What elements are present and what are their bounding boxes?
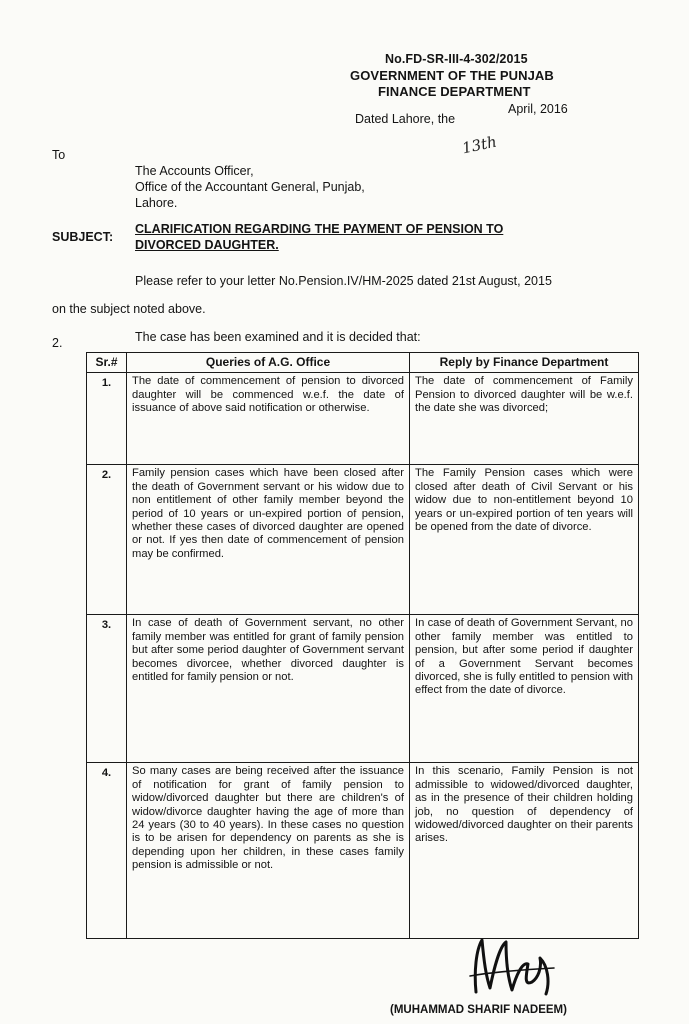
queries-table [86, 352, 639, 939]
handwritten-day: 13th [460, 132, 499, 158]
row-reply: The date of commencement of Family Pension to divorced daughter will be w.e.f. the date she was divorced; [410, 373, 639, 465]
paragraph-2-text: The case has been examined and it is decided that: [135, 330, 421, 344]
table-row [87, 615, 639, 763]
signatory-name: (MUHAMMAD SHARIF NADEEM) [390, 1004, 567, 1016]
row-query: The date of commencement of pension to divorced daughter will be commenced w.e.f. the date of issuance of above said notification or otherwise. [127, 373, 410, 465]
subject-label: SUBJECT: [52, 230, 114, 244]
recipient-line-1: The Accounts Officer, [135, 164, 254, 178]
recipient-line-3: Lahore. [135, 196, 178, 210]
row-reply: The Family Pension cases which were closed after death of Civil Servant or his widow due to non-entitlement beyond 10 years or un-expired portion of ten years will be opened from the date of divorce. [410, 465, 639, 615]
subject-line-2: DIVORCED DAUGHTER. [135, 238, 279, 252]
row-reply: In this scenario, Family Pension is not admissible to widowed/divorced daughter, as in the presence of their children holding job, no question of dependency of widowed/divorced daughter on their parents arises. [410, 763, 639, 939]
government-heading: GOVERNMENT OF THE PUNJAB [350, 68, 554, 83]
department-heading: FINANCE DEPARTMENT [378, 84, 531, 99]
table-row [87, 373, 639, 465]
paragraph-2-number: 2. [52, 336, 63, 350]
table-header-row [87, 353, 639, 373]
row-sr: 4. [87, 763, 127, 939]
paragraph-1-line-2: on the subject noted above. [52, 302, 206, 316]
row-sr: 1. [87, 373, 127, 465]
signature-scrawl [462, 932, 562, 1000]
row-sr: 2. [87, 465, 127, 615]
to-label: To [52, 148, 66, 162]
row-reply: In case of death of Government Servant, no other family member was entitled to pension, but after some period if daughter of a Government Servant becomes divorced, she is fully entitled to pension with effect from the date of divorce. [410, 615, 639, 763]
row-sr: 3. [87, 615, 127, 763]
recipient-line-2: Office of the Accountant General, Punjab, [135, 180, 365, 194]
dated-date: April, 2016 [508, 102, 568, 116]
dated-label: Dated Lahore, the [355, 112, 456, 126]
queries-header: Queries of A.G. Office [127, 353, 410, 373]
sr-header: Sr.# [87, 353, 127, 373]
paragraph-1-line-1: Please refer to your letter No.Pension.IV/HM-2025 dated 21st August, 2015 [135, 274, 552, 288]
reply-header: Reply by Finance Department [410, 353, 639, 373]
row-query: Family pension cases which have been closed after the death of Government servant or his widow due to non entitlement of other family member beyond the period of 10 years or un-expired portion of pension, whether these cases of divorced daughter are opened or not. If yes then date of commencement of pension may be confirmed. [127, 465, 410, 615]
subject-line-1: CLARIFICATION REGARDING THE PAYMENT OF PENSION TO [135, 222, 504, 236]
row-query: In case of death of Government servant, no other family member was entitled for grant of family pension but after some period daughter of Government servant becomes divorcee, whether divorced daughter is entitled for family pension or not. [127, 615, 410, 763]
row-query: So many cases are being received after the issuance of notification for grant of family pension to widow/divorced daughter but there are children's of widow/divorce daughter having the age of more than 24 years (30 to 40 years). In these cases no question is to be arisen for dependency on parents as she is depending upon her children, in these cases family pension is admissible or not. [127, 763, 410, 939]
table-row [87, 763, 639, 939]
table-row [87, 465, 639, 615]
reference-number: No.FD-SR-III-4-302/2015 [385, 52, 528, 66]
